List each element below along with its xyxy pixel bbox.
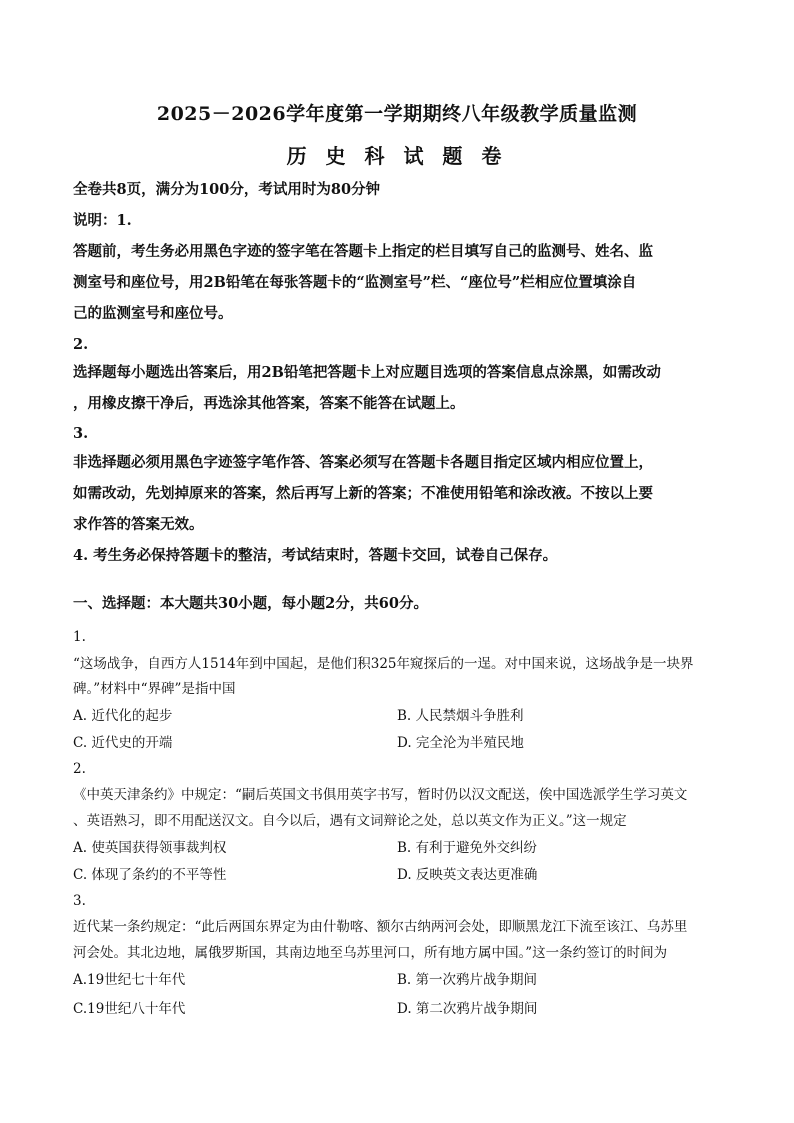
option-b: B. 第一次鸦片战争期间 xyxy=(397,972,538,988)
instruction-1-line: 己的监测室号和座位号。 xyxy=(73,305,233,322)
question-number: 2. xyxy=(73,761,86,777)
instruction-4: 4. 考生务必保持答题卡的整洁，考试结束时，答题卡交回，试卷自己保存。 xyxy=(73,547,558,564)
option-a: A.19世纪七十年代 xyxy=(73,972,186,988)
exam-title: 2025－2026学年度第一学期期终八年级教学质量监测 xyxy=(156,103,638,125)
question-stem-line: 近代某一条约规定：“此后两国东界定为由什勒喀、额尔古纳两河会处，即顺黑龙江下流至该江、乌苏里 xyxy=(73,919,688,935)
question-number: 3. xyxy=(73,893,86,909)
instruction-3-line: 求作答的答案无效。 xyxy=(73,516,204,533)
option-b: B. 人民禁烟斗争胜利 xyxy=(397,708,524,724)
question-number: 1. xyxy=(73,629,86,645)
instruction-2-line: ，用橡皮擦干净后，再选涂其他答案，答案不能答在试题上。 xyxy=(73,395,465,412)
option-a: A. 使英国获得领事裁判权 xyxy=(73,840,227,856)
question-stem-line: 碑。”材料中“界碑”是指中国 xyxy=(73,681,236,697)
instruction-2-number: 2. xyxy=(73,336,89,353)
instruction-1-line: 答题前，考生务必用黑色字迹的签字笔在答题卡上指定的栏目填写自己的监测号、姓名、监 xyxy=(73,243,653,260)
option-c: C. 近代史的开端 xyxy=(73,735,173,751)
option-c: C.19世纪八十年代 xyxy=(73,1001,186,1017)
instructions-head: 说明：1. xyxy=(73,212,132,229)
option-c: C. 体现了条约的不平等性 xyxy=(73,867,227,883)
option-b: B. 有利于避免外交纠纷 xyxy=(397,840,538,856)
option-d: D. 第二次鸦片战争期间 xyxy=(397,1001,538,1017)
option-d: D. 完全沦为半殖民地 xyxy=(397,735,524,751)
instruction-3-line: 如需改动，先划掉原来的答案，然后再写上新的答案；不准使用铅笔和涂改液。不按以上要 xyxy=(73,485,653,502)
question-stem-line: 河会处。其北边地，属俄罗斯国，其南边地至乌苏里河口，所有地方属中国。”这一条约签订的时间为 xyxy=(73,945,668,961)
subject-title: 历 史 科 试 题 卷 xyxy=(286,144,508,168)
instruction-3-number: 3. xyxy=(73,425,89,442)
exam-info: 全卷共8页，满分为100分，考试用时为80分钟 xyxy=(73,181,381,198)
option-d: D. 反映英文表达更准确 xyxy=(397,867,538,883)
instruction-3-line: 非选择题必须用黑色字迹签字笔作答、答案必须写在答题卡各题目指定区域内相应位置上， xyxy=(73,454,653,471)
question-stem-line: 、英语熟习，即不用配送汉文。自今以后，遇有文词辩论之处，总以英文作为正义。”这一规定 xyxy=(73,813,627,829)
option-a: A. 近代化的起步 xyxy=(73,708,173,724)
instruction-1-line: 测室号和座位号，用2B铅笔在每张答题卡的“监测室号”栏、“座位号”栏相应位置填涂自 xyxy=(73,274,637,291)
question-stem-line: 《中英天津条约》中规定：“嗣后英国文书俱用英字书写，暂时仍以汉文配送，俟中国选派学生学习英文 xyxy=(73,787,688,803)
instruction-2-line: 选择题每小题选出答案后，用2B铅笔把答题卡上对应题目选项的答案信息点涂黑，如需改动 xyxy=(73,364,661,381)
section-heading: 一、选择题：本大题共30小题，每小题2分，共60分。 xyxy=(73,595,428,612)
question-stem-line: “这场战争，自西方人1514年到中国起，是他们积325年窥探后的一逞。对中国来说，这场战争是一块界 xyxy=(73,656,694,672)
